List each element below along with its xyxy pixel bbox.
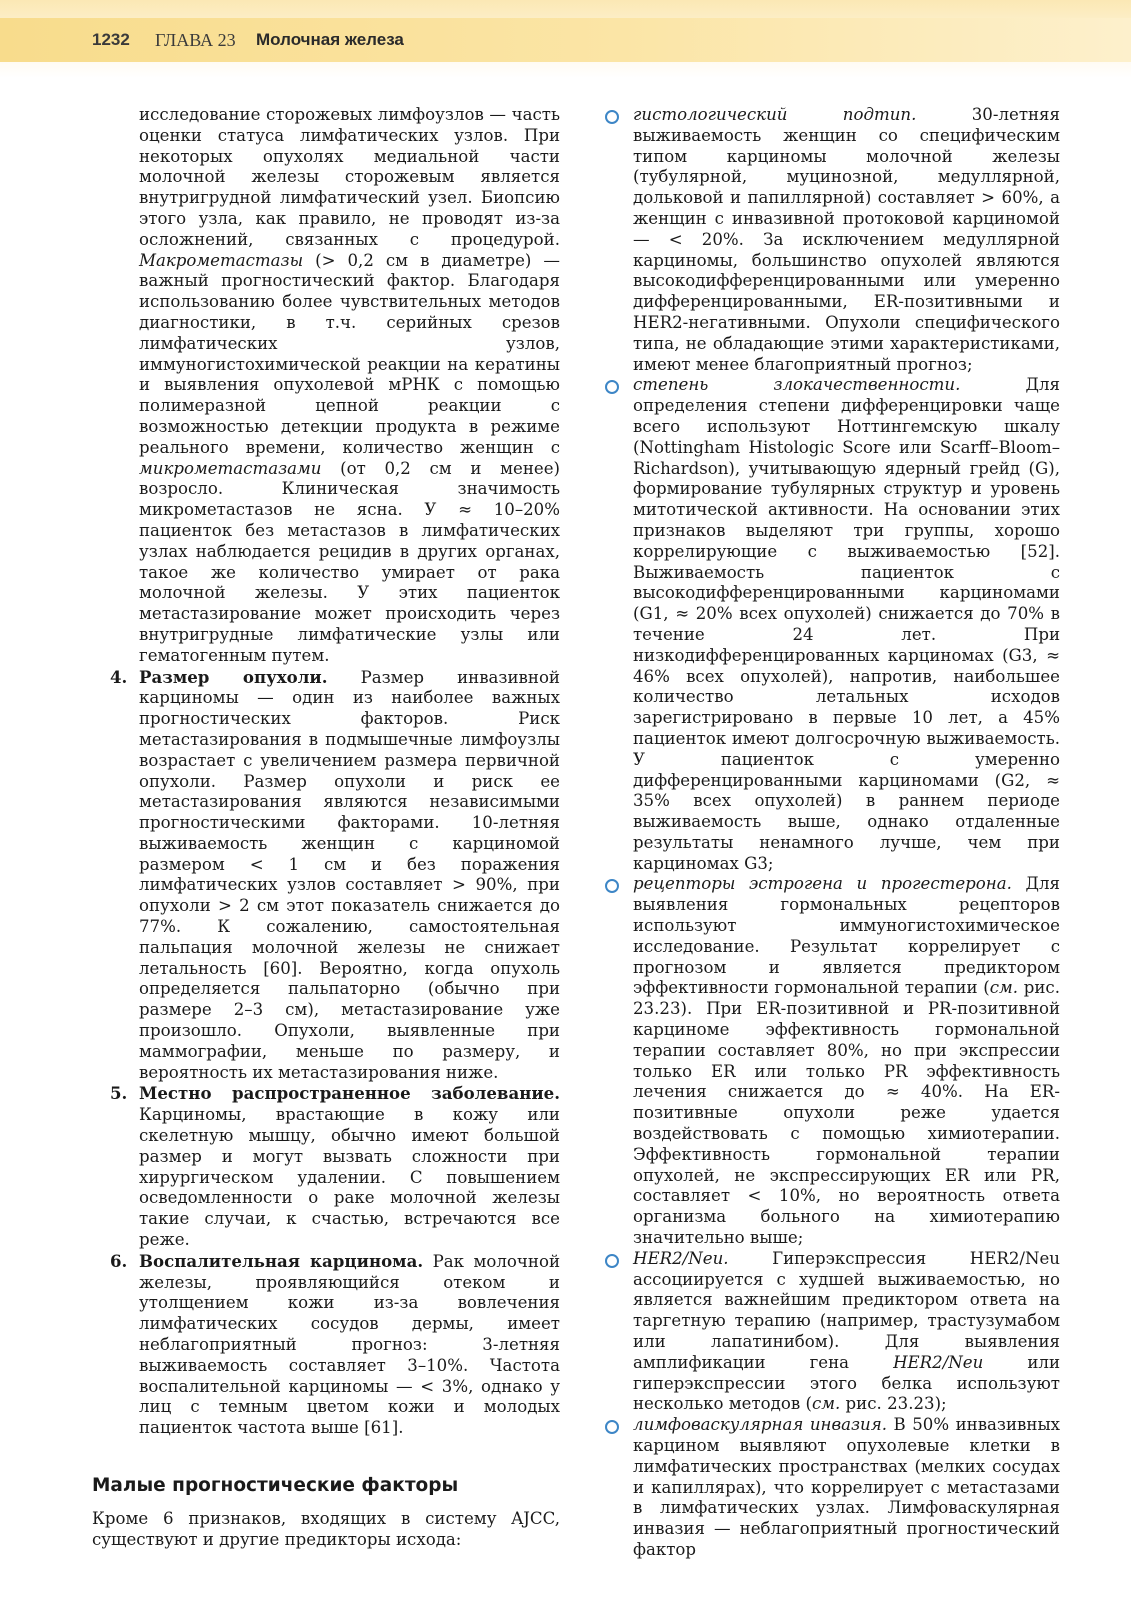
bullet-item-histologic-subtype: [605, 105, 1060, 375]
list-item-locally-advanced: [92, 1083, 560, 1250]
list-number: 5.: [110, 1083, 128, 1104]
list-item-heading: Местно распространенное заболевание.: [139, 1083, 560, 1104]
bullet-term: гистологический подтип.: [633, 105, 917, 124]
gene-name: HER2/Neu: [893, 1352, 984, 1372]
bullet-item-her2: [605, 1249, 1060, 1415]
bullet-term: рецепторы эстрогена и прогестерона.: [633, 874, 1012, 894]
bullet-circle-icon: [605, 380, 619, 394]
list-number: 6.: [110, 1250, 128, 1271]
chapter-label: ГЛАВА 23: [155, 30, 236, 50]
section-paragraph: Кроме 6 признаков, входящих в систему AJCC, существуют и другие предикторы исхода:: [92, 1508, 560, 1549]
bullet-term: HER2/Neu.: [633, 1248, 729, 1268]
term-macrometastases: Макрометастазы: [139, 250, 304, 270]
right-column: [605, 105, 1060, 1561]
list-item-tumor-size: [92, 667, 560, 1084]
bullet-circle-icon: [605, 1420, 619, 1434]
section-heading: Малые прогностические факторы: [92, 1475, 459, 1496]
see-reference: см.: [811, 1394, 841, 1414]
see-reference: см.: [989, 978, 1019, 998]
bullet-text: 30-летняя выживаемость женщин со специфическим типом карциномы молочной железы (тубулярной, муцинозной, медуллярной, дольковой и папиллярной) составляет > 60%, а женщин с инвазивной протоковой карциномой — < 20%. За исключением медуллярной карциномы, большинство опухолей являются высокодифференцированными или умеренно дифференцированными, ER-позитивными и HER2-негативными. Опухоли специфического типа, не обладающие этими характеристиками, имеют менее благоприятный прогноз;: [633, 105, 1060, 374]
bullet-text: В 50% инвазивных карцином выявляют опухолевые клетки в лимфатических пространствах (мелких сосудах и капиллярах), что коррелирует с метастазами в лимфатических узлах. Лимфоваскулярная инвазия — неблагоприятный прогностический фактор: [633, 1415, 1061, 1559]
bullet-text: Для выявления гормональных рецепторов используют иммуногистохимическое исследование. Результат коррелирует с прогнозом и является предиктором эффективности гормональной терапии (: [633, 874, 1060, 998]
page-number: 1232: [92, 30, 130, 49]
list-item-heading: Воспалительная карцинома.: [139, 1250, 424, 1271]
bullet-text-cont: или гиперэкспрессии этого белка используют несколько методов (: [633, 1352, 1061, 1414]
bullet-text-cont: рис. 23.23). При ER-позитивной и PR-позитивной карциноме эффективность гормональной терапии составляет 80%, но при экспрессии только ER или только PR эффективность лечения снижается до ≈ 40%. На ER-позитивные опухоли реже удается воздействовать с помощью химиотерапии. Эффективность гормональной терапии опухолей, не экспрессирующих ER или PR, составляет < 10%, но вероятность ответа организма больного на химиотерапию значительно выше;: [633, 978, 1060, 1248]
list-item-text: Размер инвазивной карциномы — один из наиболее важных прогностических факторов. Риск метастазирования в подмышечные лимфоузлы возрастает с увеличением размера первичной опухоли. Размер опухоли и риск ее метастазирования являются независимыми прогностическими факторами. 10-летняя выживаемость женщин с карциномой размером < 1 см и без поражения лимфатических узлов составляет > 90%, при опухоли > 2 см этот показатель снижается до 77%. К сожалению, самостоятельная пальпация молочной железы не снижает летальность [60]. Вероятно, когда опухоль определяется пальпаторно (обычно при размере 2–3 см), метастазирование уже произошло. Опухоли, выявленные при маммографии, меньше по размеру, и вероятность их метастазирования ниже.: [139, 667, 560, 1082]
bullet-circle-icon: [605, 879, 619, 893]
list-item-heading: Размер опухоли.: [139, 666, 328, 687]
bullet-circle-icon: [605, 1254, 619, 1268]
intro-text-end: (от 0,2 см и менее) возросло. Клиническая значимость микрометастазов не ясна. У ≈ 10–20% пациенток без метастазов в лимфатических узлах наблюдается рецидив в других органах, такое же количество умирает от рака молочной железы. У этих пациенток метастазирование может происходить через внутригрудные лимфатические узлы или гематогенным путем.: [139, 458, 561, 665]
page-header: [0, 0, 1131, 78]
list-item-text: Рак молочной железы, проявляющийся отеком и утолщением кожи из-за вовлечения лимфатических сосудов дермы, имеет неблагоприятный прогноз: 3-летняя выживаемость составляет 3–10%. Частота воспалительной карциномы — < 3%, однако у лиц с темным цветом кожи и молодых пациенток частота выше [61].: [139, 1251, 561, 1438]
bullet-term: степень злокачественности.: [633, 375, 961, 395]
bullet-text: Для определения степени дифференцировки чаще всего используют Ноттингемскую шкалу (Nottingham Histologic Score или Scarff–Bloom–Richardson), учитывающую ядерный грейд (G), формирование тубулярных структур и уровень митотической активности. На основании этих признаков выделяют три группы, хорошо коррелирующие с выживаемостью [52]. Выживаемость пациенток с высокодифференцированными карциномами (G1, ≈ 20% всех опухолей) снижается до 70% в течение 24 лет. При низкодифференцированных карциномах (G3, ≈ 46% всех опухолей), напротив, наибольшее количество летальных исходов зарегистрировано в первые 10 лет, а 45% пациенток имеют долгосрочную выживаемость. У пациенток с умеренно дифференцированными карциномами (G2, ≈ 35% всех опухолей) в раннем периоде выживаемость выше, однако отдаленные результаты ненамного лучше, чем при карциномах G3;: [633, 375, 1061, 873]
bullet-item-grade: [605, 375, 1060, 874]
list-item-inflammatory-carcinoma: [92, 1251, 560, 1439]
intro-text-mid: (> 0,2 см в диаметре) — важный прогностический фактор. Благодаря использованию более чувствительных методов диагностики, в т.ч. серийных срезов лимфатических узлов, иммуногистохимической реакции на кератины и выявления опухолевой мРНК с помощью полимеразной цепной реакции с возможностью детекции продукта в режиме реального времени, количество женщин с: [139, 250, 560, 457]
bullet-item-lymphovascular-invasion: [605, 1415, 1060, 1561]
list-number: 4.: [110, 666, 128, 687]
bullet-item-hormone-receptors: [605, 874, 1060, 1248]
intro-text: исследование сторожевых лимфоузлов — часть оценки статуса лимфатических узлов. При некоторых опухолях медиальной части молочной железы сторожевым является внутригрудной лимфатический узел. Биопсию этого узла, как правило, не проводят из-за осложнений, связанных с процедурой.: [139, 105, 560, 249]
bullet-text: Гиперэкспрессия HER2/Neu ассоциируется с худшей выживаемостью, но является важнейшим предиктором ответа на таргетную терапию (например, трастузумабом или лапатинибом). Для выявления амплификации гена: [633, 1248, 1060, 1372]
bullet-term: лимфоваскулярная инвазия.: [633, 1415, 888, 1435]
term-micrometastases: микрометастазами: [139, 458, 322, 478]
bullet-circle-icon: [605, 110, 619, 124]
intro-paragraph: [92, 105, 560, 667]
left-column: [92, 105, 560, 1550]
chapter-title: Молочная железа: [256, 30, 404, 49]
list-item-text: Карциномы, врастающие в кожу или скелетную мышцу, обычно имеют большой размер и могут вызвать сложности при хирургическом удалении. С повышением осведомленности о раке молочной железы такие случаи, к счастью, встречаются все реже.: [139, 1105, 560, 1250]
bullet-text-end: рис. 23.23);: [840, 1394, 947, 1414]
